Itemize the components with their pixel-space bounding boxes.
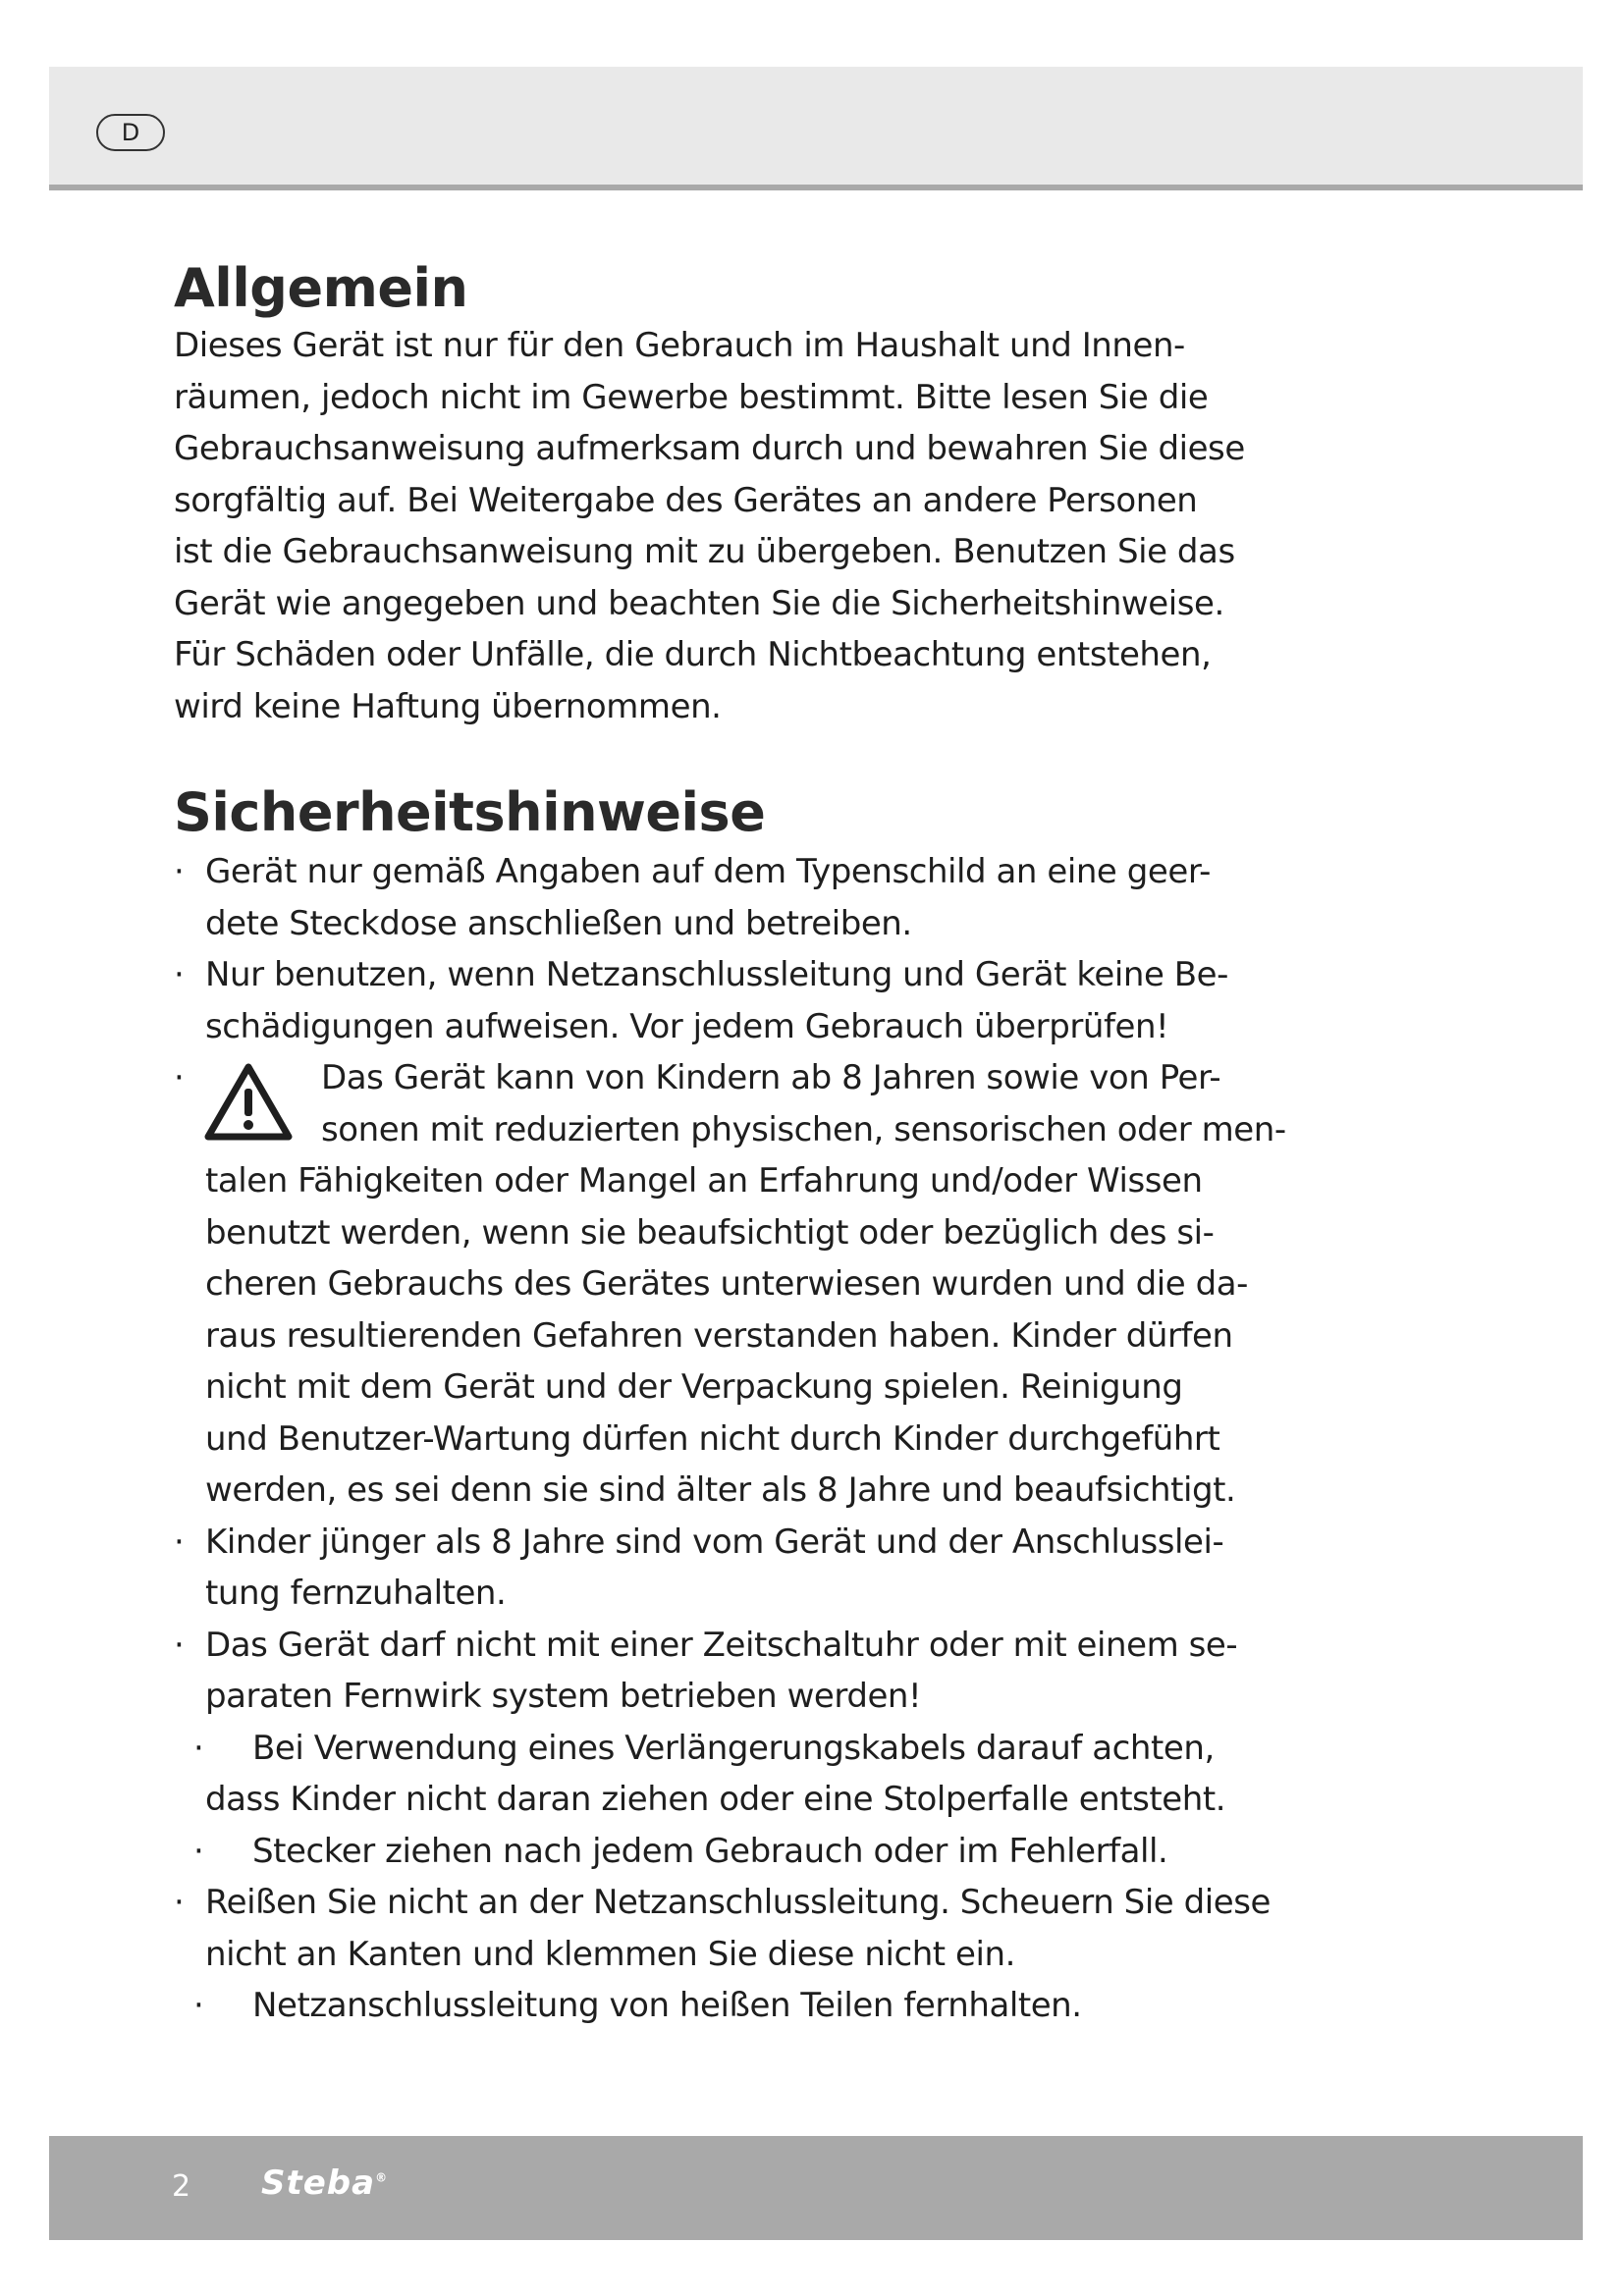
- item-line: schädigungen aufweisen. Vor jedem Gebrauch überprüfen!: [205, 1006, 1169, 1046]
- footer-band: [49, 2136, 1583, 2240]
- page-number: 2: [172, 2169, 191, 2204]
- paragraph-line: sorgfältig auf. Bei Weitergabe des Gerätes an andere Personen: [174, 480, 1198, 520]
- item-line: Kinder jünger als 8 Jahre sind vom Gerät und der Anschlusslei-: [205, 1522, 1224, 1562]
- page-content: [174, 257, 1489, 2032]
- registered-mark-icon: ®: [375, 2170, 389, 2185]
- safety-item: [174, 1517, 1489, 1620]
- item-line: und Benutzer-Wartung dürfen nicht durch Kinder durchgeführt: [205, 1418, 1220, 1459]
- bullet: ·: [193, 1831, 204, 1871]
- allgemein-paragraph: [174, 320, 1489, 732]
- safety-item: [174, 949, 1489, 1052]
- item-line: Stecker ziehen nach jedem Gebrauch oder im Fehlerfall.: [252, 1831, 1168, 1871]
- warning-triangle-icon: [203, 1062, 294, 1143]
- paragraph-line: Dieses Gerät ist nur für den Gebrauch im Haushalt und Innen-: [174, 326, 1185, 365]
- paragraph-line: Gerät wie angegeben und beachten Sie die Sicherheitshinweise.: [174, 583, 1224, 623]
- bullet: ·: [174, 852, 185, 891]
- paragraph-line: Gebrauchsanweisung aufmerksam durch und bewahren Sie diese: [174, 429, 1245, 468]
- safety-item: [174, 1980, 1489, 2032]
- item-line: dete Steckdose anschließen und betreiben.: [205, 903, 912, 943]
- safety-item: [174, 1723, 1489, 1826]
- language-badge: D: [96, 114, 165, 151]
- safety-list: [174, 846, 1489, 2032]
- bullet: ·: [174, 1625, 185, 1665]
- item-line: sonen mit reduzierten physischen, sensorischen oder men-: [321, 1109, 1286, 1149]
- paragraph-line: ist die Gebrauchsanweisung mit zu übergeben. Benutzen Sie das: [174, 532, 1235, 571]
- paragraph-line: Für Schäden oder Unfälle, die durch Nichtbeachtung entstehen,: [174, 635, 1212, 674]
- safety-item-warning: [174, 1052, 1489, 1517]
- item-line: Nur benutzen, wenn Netzanschlussleitung und Gerät keine Be-: [205, 955, 1228, 994]
- safety-item: [174, 846, 1489, 949]
- item-line: nicht mit dem Gerät und der Verpackung spielen. Reinigung: [205, 1367, 1183, 1407]
- item-line: Das Gerät kann von Kindern ab 8 Jahren sowie von Per-: [321, 1058, 1221, 1097]
- brand-logo: [261, 2163, 388, 2203]
- section-allgemein: [174, 257, 1489, 732]
- section-sicherheitshinweise: [174, 781, 1489, 2032]
- item-line: werden, es sei denn sie sind älter als 8 Jahre und beaufsichtigt.: [205, 1470, 1236, 1510]
- section-title-allgemein: Allgemein: [174, 257, 468, 319]
- header-band: [49, 67, 1583, 190]
- safety-item: [174, 1620, 1489, 1723]
- item-line: Gerät nur gemäß Angaben auf dem Typenschild an eine geer-: [205, 852, 1212, 891]
- safety-item: [174, 1877, 1489, 1980]
- item-line: cheren Gebrauchs des Gerätes unterwiesen wurden und die da-: [205, 1264, 1248, 1304]
- bullet: ·: [174, 1522, 185, 1562]
- item-line: Reißen Sie nicht an der Netzanschlussleitung. Scheuern Sie diese: [205, 1883, 1271, 1922]
- bullet: ·: [174, 1883, 185, 1922]
- bullet: ·: [174, 1058, 185, 1097]
- item-line: nicht an Kanten und klemmen Sie diese nicht ein.: [205, 1934, 1015, 1974]
- bullet: ·: [174, 955, 185, 994]
- item-line: raus resultierenden Gefahren verstanden haben. Kinder dürfen: [205, 1315, 1233, 1356]
- item-line: Bei Verwendung eines Verlängerungskabels darauf achten,: [252, 1728, 1215, 1768]
- brand-name: Steba: [261, 2163, 376, 2203]
- section-title-sicherheitshinweise: Sicherheitshinweise: [174, 781, 766, 843]
- paragraph-line: wird keine Haftung übernommen.: [174, 686, 722, 726]
- item-line: benutzt werden, wenn sie beaufsichtigt oder bezüglich des si-: [205, 1212, 1215, 1253]
- item-line: talen Fähigkeiten oder Mangel an Erfahrung und/oder Wissen: [205, 1161, 1203, 1201]
- item-line: Netzanschlussleitung von heißen Teilen fernhalten.: [252, 1986, 1082, 2025]
- item-line: Das Gerät darf nicht mit einer Zeitschaltuhr oder mit einem se-: [205, 1625, 1238, 1665]
- safety-item: [174, 1826, 1489, 1878]
- paragraph-line: räumen, jedoch nicht im Gewerbe bestimmt. Bitte lesen Sie die: [174, 377, 1209, 417]
- item-line: tung fernzuhalten.: [205, 1574, 507, 1613]
- section-gap: [174, 732, 1489, 781]
- bullet: ·: [193, 1728, 204, 1768]
- bullet: ·: [193, 1986, 204, 2025]
- item-line: paraten Fernwirk system betrieben werden!: [205, 1677, 922, 1716]
- item-line: dass Kinder nicht daran ziehen oder eine Stolperfalle entsteht.: [205, 1780, 1226, 1819]
